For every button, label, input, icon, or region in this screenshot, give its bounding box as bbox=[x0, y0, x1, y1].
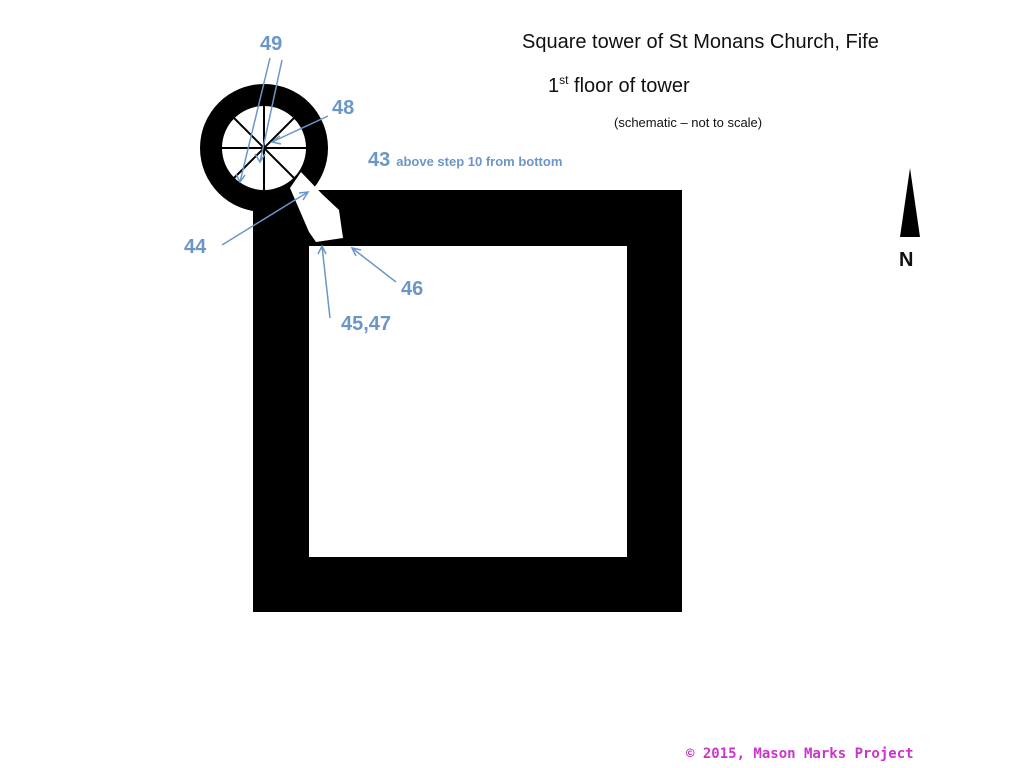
floor-text: floor of tower bbox=[568, 75, 690, 97]
label-44: 44 bbox=[184, 236, 207, 258]
label-43-note: above step 10 from bottom bbox=[396, 154, 563, 169]
label-43 bbox=[368, 149, 562, 172]
floor-subtitle bbox=[548, 73, 690, 98]
label-49: 49 bbox=[260, 33, 283, 55]
floor-ordinal-suffix: st bbox=[559, 73, 569, 87]
north-label: N bbox=[899, 249, 914, 271]
page-title: Square tower of St Monans Church, Fife bbox=[522, 31, 879, 53]
stair-spokes bbox=[222, 106, 306, 190]
north-arrow-icon bbox=[900, 168, 920, 237]
copyright-notice: © 2015, Mason Marks Project bbox=[686, 746, 914, 762]
label-45-47: 45,47 bbox=[341, 313, 392, 335]
schematic-note: (schematic – not to scale) bbox=[614, 115, 763, 130]
label-46: 46 bbox=[401, 278, 424, 300]
tower-walls bbox=[253, 190, 682, 612]
label-48: 48 bbox=[332, 97, 355, 119]
label-43-number: 43 bbox=[368, 149, 391, 171]
floor-number: 1 bbox=[548, 75, 560, 97]
